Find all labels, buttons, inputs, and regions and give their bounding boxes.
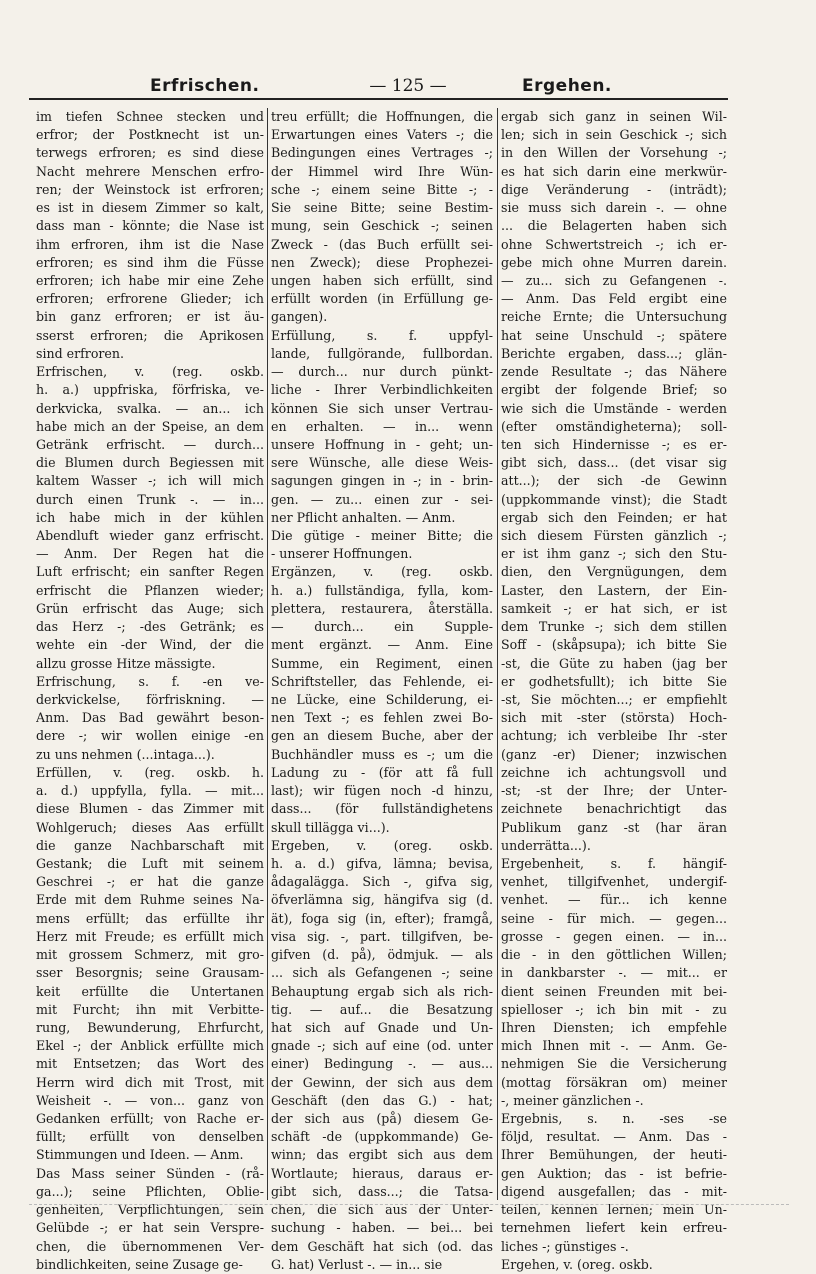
text-line: bindlichkeiten, seine Zusage ge- xyxy=(36,1256,243,1272)
text-line: Ergeben, v. (oreg. oskb. xyxy=(271,837,493,853)
text-line: dem Trunke -; sich dem stillen xyxy=(501,619,727,635)
text-line: ... die Belagerten haben sich xyxy=(501,218,727,234)
text-line: gifven (d. på), ödmjuk. — als xyxy=(271,947,493,963)
text-line: Soff - (skåpsupa); ich bitte Sie xyxy=(501,637,727,653)
text-line: Ergänzen, v. (reg. oskb. xyxy=(271,564,493,580)
text-line: treu erfüllt; die Hoffnungen, die xyxy=(271,109,493,124)
text-line: ungen haben sich erfüllt, sind xyxy=(271,272,493,288)
text-line: dere -; wir wollen einige -en xyxy=(36,728,264,744)
column-divider xyxy=(497,108,498,1200)
text-line: -st, die Güte zu haben (jag ber xyxy=(501,655,727,671)
header-rule xyxy=(29,98,728,100)
text-line: diese Blumen - das Zimmer mit xyxy=(36,801,264,817)
text-line: Ihren Diensten; ich empfehle xyxy=(501,1019,727,1035)
text-line: ne Lücke, eine Schilderung, ei- xyxy=(271,692,493,707)
text-line: Bedingungen eines Vertrages -; xyxy=(271,145,493,161)
text-line: wehte ein -der Wind, der die xyxy=(36,637,264,653)
text-line: bin ganz erfroren; er ist äu- xyxy=(36,309,264,325)
text-line: seine - für mich. — gegen... xyxy=(501,910,727,926)
text-line: -st, Sie möchten...; er empfiehlt xyxy=(501,692,727,707)
text-line: Laster, den Lastern, der Ein- xyxy=(501,582,727,598)
text-line: es hat sich darin eine merkwür- xyxy=(501,163,727,179)
text-line: en erhalten. — in... wenn xyxy=(271,418,493,434)
text-line: ät), foga sig (in, efter); framgå, xyxy=(271,910,493,926)
text-line: Erfrischen, v. (reg. oskb. xyxy=(36,364,264,380)
text-line: der sich aus (på) diesem Ge- xyxy=(271,1111,493,1127)
text-line: zeichnete benachrichtigt das xyxy=(501,801,727,817)
text-line: Getränk erfrischt. — durch... xyxy=(36,436,264,452)
text-line: ren; der Weinstock ist erfroren; xyxy=(36,181,264,197)
text-line: gen an diesem Buche, aber der xyxy=(271,728,493,744)
text-line: Stimmungen und Ideen. — Anm. xyxy=(36,1147,244,1163)
text-line: gangen). xyxy=(271,309,328,325)
text-line: venhet. — für... ich kenne xyxy=(501,892,727,908)
text-line: Anm. Das Bad gewährt beson- xyxy=(36,710,264,726)
text-line: liches -; günstiges -. xyxy=(501,1238,629,1254)
right-guide-word: Ergehen. xyxy=(522,76,612,96)
page-number: — 125 — xyxy=(369,76,447,96)
text-line: h. a.) fullständiga, fylla, kom- xyxy=(271,582,493,598)
text-line: erfrischt die Pflanzen wieder; xyxy=(36,582,264,598)
text-line: ohne Schwertstreich -; ich er- xyxy=(501,236,727,252)
text-line: habe mich an der Speise, an dem xyxy=(36,418,264,434)
text-line: Ergebenheit, s. f. hängif- xyxy=(501,855,727,871)
text-line: ich habe mich in der kühlen xyxy=(36,509,264,525)
bottom-rule xyxy=(29,1204,789,1205)
text-line: erfror; der Postknecht ist un- xyxy=(36,127,264,143)
text-line: er godhetsfullt); ich bitte Sie xyxy=(501,673,727,689)
text-line: schäft -de (uppkommande) Ge- xyxy=(271,1129,493,1145)
text-line: mens erfüllt; das erfüllte ihr xyxy=(36,910,264,926)
text-line: reiche Ernte; die Untersuchung xyxy=(501,309,727,325)
text-line: last); wir fügen noch -d hinzu, xyxy=(271,783,493,799)
text-line: -, meiner gänzlichen -. xyxy=(501,1092,644,1108)
text-line: gen Auktion; das - ist befrie- xyxy=(501,1165,727,1181)
text-line: Gestank; die Luft mit seinem xyxy=(36,855,264,871)
text-line: Abendluft wieder ganz erfrischt. xyxy=(36,528,264,544)
text-line: (uppkommande vinst); die Stadt xyxy=(501,491,727,507)
text-line: spielloser -; ich bin mit - zu xyxy=(501,1001,727,1017)
text-line: ... sich als Gefangenen -; seine xyxy=(271,965,493,981)
text-line: zende Resultate -; das Nähere xyxy=(501,364,727,380)
text-line: Luft erfrischt; ein sanfter Regen xyxy=(36,564,264,580)
text-line: terwegs erfroren; es sind diese xyxy=(36,145,264,161)
text-line: die Blumen durch Begiessen mit xyxy=(36,455,264,471)
column-right xyxy=(501,108,727,1274)
text-line: hat seine Unschuld -; spätere xyxy=(501,327,727,343)
text-line: Schriftsteller, das Fehlende, ei- xyxy=(271,673,493,689)
text-line: mit Furcht; ihn mit Verbitte- xyxy=(36,1001,264,1017)
text-line: plettera, restaurera, återställa. xyxy=(271,600,493,616)
text-line: das Herz -; -des Getränk; es xyxy=(36,619,264,635)
left-guide-word: Erfrischen. xyxy=(150,76,260,96)
column-middle xyxy=(271,108,493,1274)
text-line: — zu... sich zu Gefangenen -. xyxy=(501,272,727,288)
text-line: gnade -; sich auf eine (od. unter xyxy=(271,1038,493,1054)
text-line: Herz mit Freude; es erfüllt mich xyxy=(36,928,264,944)
text-line: Ihrer Bemühungen, der heuti- xyxy=(501,1147,727,1163)
text-line: öfverlämna sig, hängifva sig (d. xyxy=(271,892,493,908)
text-line: ihm erfroren, ihm ist die Nase xyxy=(36,236,264,252)
text-line: erfroren; es sind ihm die Füsse xyxy=(36,254,264,270)
text-line: einer) Bedingung -. — aus... xyxy=(271,1056,493,1072)
text-line: Geschrei -; er hat die ganze xyxy=(36,874,264,890)
text-line: (ganz -er) Diener; inzwischen xyxy=(501,746,727,762)
text-line: derkvickelse, förfriskning. — xyxy=(36,692,264,707)
text-line: Gelübde -; er hat sein Verspre- xyxy=(36,1220,264,1236)
text-line: Ergehen, v. (oreg. oskb. xyxy=(501,1256,653,1272)
text-line: dige Veränderung - (inträdt); xyxy=(501,181,727,197)
text-line: skull tillägga vi...). xyxy=(271,819,390,835)
text-line: följd, resultat. — Anm. Das - xyxy=(501,1129,727,1145)
text-line: durch einen Trunk -. — in... xyxy=(36,491,264,507)
text-line: ment ergänzt. — Anm. Eine xyxy=(271,637,493,653)
text-line: hat sich auf Gnade und Un- xyxy=(271,1019,493,1035)
text-line: Erfüllen, v. (reg. oskb. h. xyxy=(36,764,264,780)
text-line: in dankbarster -. — mit... er xyxy=(501,965,727,981)
text-line: len; sich in sein Geschick -; sich xyxy=(501,127,727,143)
text-line: Buchhändler muss es -; um die xyxy=(271,746,493,762)
text-line: Behauptung ergab sich als rich- xyxy=(271,983,493,999)
column-divider xyxy=(267,108,268,1200)
text-line: liche - Ihrer Verbindlichkeiten xyxy=(271,382,493,398)
text-line: nehmigen Sie die Versicherung xyxy=(501,1056,727,1072)
text-line: sind erfroren. xyxy=(36,345,124,361)
text-line: genheiten, Verpflichtungen, sein xyxy=(36,1202,264,1218)
text-line: zeichne ich achtungsvoll und xyxy=(501,764,727,780)
text-line: a. d.) uppfylla, fylla. — mit... xyxy=(36,783,264,799)
text-line: Wohlgeruch; dieses Aas erfüllt xyxy=(36,819,264,835)
text-line: keit erfüllte die Untertanen xyxy=(36,983,264,999)
text-line: Gedanken erfüllt; von Rache er- xyxy=(36,1111,264,1127)
text-line: — Anm. Der Regen hat die xyxy=(36,546,264,562)
text-line: sich diesem Fürsten gänzlich -; xyxy=(501,528,727,544)
text-line: digend ausgefallen; das - mit- xyxy=(501,1183,727,1199)
text-line: visa sig. -, part. tillgifven, be- xyxy=(271,928,493,944)
text-line: gibt sich, dass... (det visar sig xyxy=(501,455,727,471)
text-line: die ganze Nachbarschaft mit xyxy=(36,837,264,853)
text-line: er ist ihm ganz -; sich den Stu- xyxy=(501,546,727,562)
text-line: es ist in diesem Zimmer so kalt, xyxy=(36,200,264,216)
text-line: sie muss sich darein -. — ohne xyxy=(501,200,727,216)
text-line: chen, die übernommenen Ver- xyxy=(36,1238,264,1254)
text-line: der Himmel wird Ihre Wün- xyxy=(271,163,493,179)
text-line: Geschäft (den das G.) - hat; xyxy=(271,1092,493,1108)
text-line: teilen, kennen lernen; mein Un- xyxy=(501,1202,727,1218)
text-line: att...); der sich -de Gewinn xyxy=(501,473,727,489)
text-line: tig. — auf... die Besatzung xyxy=(271,1001,493,1017)
text-line: mit grossem Schmerz, mit gro- xyxy=(36,947,264,963)
text-line: erfroren; ich habe mir eine Zehe xyxy=(36,272,264,288)
column-left xyxy=(36,108,264,1274)
text-line: Erwartungen eines Vaters -; die xyxy=(271,127,493,143)
text-line: gen. — zu... einen zur - sei- xyxy=(271,491,493,507)
text-line: Wortlaute; hieraus, daraus er- xyxy=(271,1165,493,1181)
text-line: können Sie sich unser Vertrau- xyxy=(271,400,493,416)
text-line: mit Entsetzen; das Wort des xyxy=(36,1056,264,1072)
text-line: G. hat) Verlust -. — in... sie xyxy=(271,1256,443,1272)
text-line: underrätta...). xyxy=(501,837,591,853)
text-line: suchung - haben. — bei... bei xyxy=(271,1220,493,1236)
text-line: lande, fullgörande, fullbordan. xyxy=(271,345,493,361)
text-line: dass man - könnte; die Nase ist xyxy=(36,218,264,234)
text-line: in den Willen der Vorsehung -; xyxy=(501,145,727,161)
text-line: Herrn wird dich mit Trost, mit xyxy=(36,1074,264,1090)
text-line: achtung; ich verbleibe Ihr -ster xyxy=(501,728,727,744)
text-line: zu uns nehmen (...intaga...). xyxy=(36,746,215,762)
text-line: erfüllt worden (in Erfüllung ge- xyxy=(271,291,493,307)
text-line: Sie seine Bitte; seine Bestim- xyxy=(271,200,493,216)
text-line: dient seinen Freunden mit bei- xyxy=(501,983,727,999)
text-line: Berichte ergaben, dass...; glän- xyxy=(501,345,727,361)
text-line: ten sich Hindernisse -; es er- xyxy=(501,436,727,452)
text-line: — durch... nur durch pünkt- xyxy=(271,364,493,380)
text-line: erfroren; erfrorene Glieder; ich xyxy=(36,291,264,307)
text-line: rung, Bewunderung, Ehrfurcht, xyxy=(36,1019,264,1035)
text-line: ergibt der folgende Brief; so xyxy=(501,382,727,398)
text-line: Ekel -; der Anblick erfüllte mich xyxy=(36,1038,264,1054)
text-line: im tiefen Schnee stecken und xyxy=(36,109,264,124)
text-line: Ladung zu - (för att få full xyxy=(271,764,493,780)
text-line: Summe, ein Regiment, einen xyxy=(271,655,493,671)
text-line: Grün erfrischt das Auge; sich xyxy=(36,600,264,616)
text-line: der Gewinn, der sich aus dem xyxy=(271,1074,493,1090)
text-line: derkvicka, svalka. — an... ich xyxy=(36,400,264,416)
text-line: mung, sein Geschick -; seinen xyxy=(271,218,493,234)
text-line: -st; -st der Ihre; der Unter- xyxy=(501,783,727,799)
text-line: venhet, tillgifvenhet, undergif- xyxy=(501,874,727,890)
text-line: dien, den Vergnügungen, dem xyxy=(501,564,727,580)
text-line: allzu grosse Hitze mässigte. xyxy=(36,655,216,671)
text-line: dem Geschäft hat sich (od. das xyxy=(271,1238,493,1254)
text-line: Ergebnis, s. n. -ses -se xyxy=(501,1111,727,1127)
text-line: füllt; erfüllt von denselben xyxy=(36,1129,264,1145)
text-line: winn; das ergibt sich aus dem xyxy=(271,1147,493,1163)
text-line: samkeit -; er hat sich, er ist xyxy=(501,600,727,616)
text-line: — Anm. Das Feld ergibt eine xyxy=(501,291,727,307)
text-line: nen Text -; es fehlen zwei Bo- xyxy=(271,710,493,726)
text-line: gebe mich ohne Murren darein. xyxy=(501,254,727,270)
text-line: h. a.) uppfriska, förfriska, ve- xyxy=(36,382,264,398)
text-line: sche -; einem seine Bitte -; - xyxy=(271,181,493,197)
text-line: ga...); seine Pflichten, Oblie- xyxy=(36,1183,264,1199)
text-line: chen, die sich aus der Unter- xyxy=(271,1202,493,1218)
text-line: nen Zweck); diese Prophezei- xyxy=(271,254,493,270)
text-line: sich mit -ster (största) Hoch- xyxy=(501,710,727,726)
text-line: (efter omständigheterna); soll- xyxy=(501,418,727,434)
text-line: die - in den göttlichen Willen; xyxy=(501,947,727,963)
text-line: sser Besorgnis; seine Grausam- xyxy=(36,965,264,981)
text-line: mich Ihnen mit -. — Anm. Ge- xyxy=(501,1038,727,1054)
text-line: dass... (för fullständighetens xyxy=(271,801,493,817)
text-line: - unserer Hoffnungen. xyxy=(271,546,413,562)
text-line: — durch... ein Supple- xyxy=(271,619,493,635)
text-line: Zweck - (das Buch erfüllt sei- xyxy=(271,236,493,252)
text-line: ergab sich ganz in seinen Wil- xyxy=(501,109,727,124)
text-line: Erfrischung, s. f. -en ve- xyxy=(36,673,264,689)
text-line: wie sich die Umstände - werden xyxy=(501,400,727,416)
text-line: sagungen gingen in -; in - brin- xyxy=(271,473,493,489)
text-line: Das Mass seiner Sünden - (rå- xyxy=(36,1165,264,1181)
text-line: Publikum ganz -st (har äran xyxy=(501,819,727,835)
text-line: Erde mit dem Ruhme seines Na- xyxy=(36,892,264,908)
text-line: unsere Hoffnung in - geht; un- xyxy=(271,436,493,452)
text-line: kaltem Wasser -; ich will mich xyxy=(36,473,264,489)
text-line: (mottag försäkran om) meiner xyxy=(501,1074,727,1090)
text-line: sserst erfroren; die Aprikosen xyxy=(36,327,264,343)
text-line: ner Pflicht anhalten. — Anm. xyxy=(271,509,456,525)
text-line: ådagalägga. Sich -, gifva sig, xyxy=(271,874,493,890)
text-line: Erfüllung, s. f. uppfyl- xyxy=(271,327,493,343)
text-line: Nacht mehrere Menschen erfro- xyxy=(36,163,264,179)
text-line: ergab sich den Feinden; er hat xyxy=(501,509,727,525)
text-line: h. a. d.) gifva, lämna; bevisa, xyxy=(271,855,493,871)
text-line: grosse - gegen einen. — in... xyxy=(501,928,727,944)
text-line: sere Wünsche, alle diese Weis- xyxy=(271,455,493,471)
text-line: ternehmen liefert kein erfreu- xyxy=(501,1220,727,1236)
text-line: Die gütige - meiner Bitte; die xyxy=(271,528,493,544)
text-line: Weisheit -. — von... ganz von xyxy=(36,1092,264,1108)
text-line: gibt sich, dass...; die Tatsa- xyxy=(271,1183,493,1199)
